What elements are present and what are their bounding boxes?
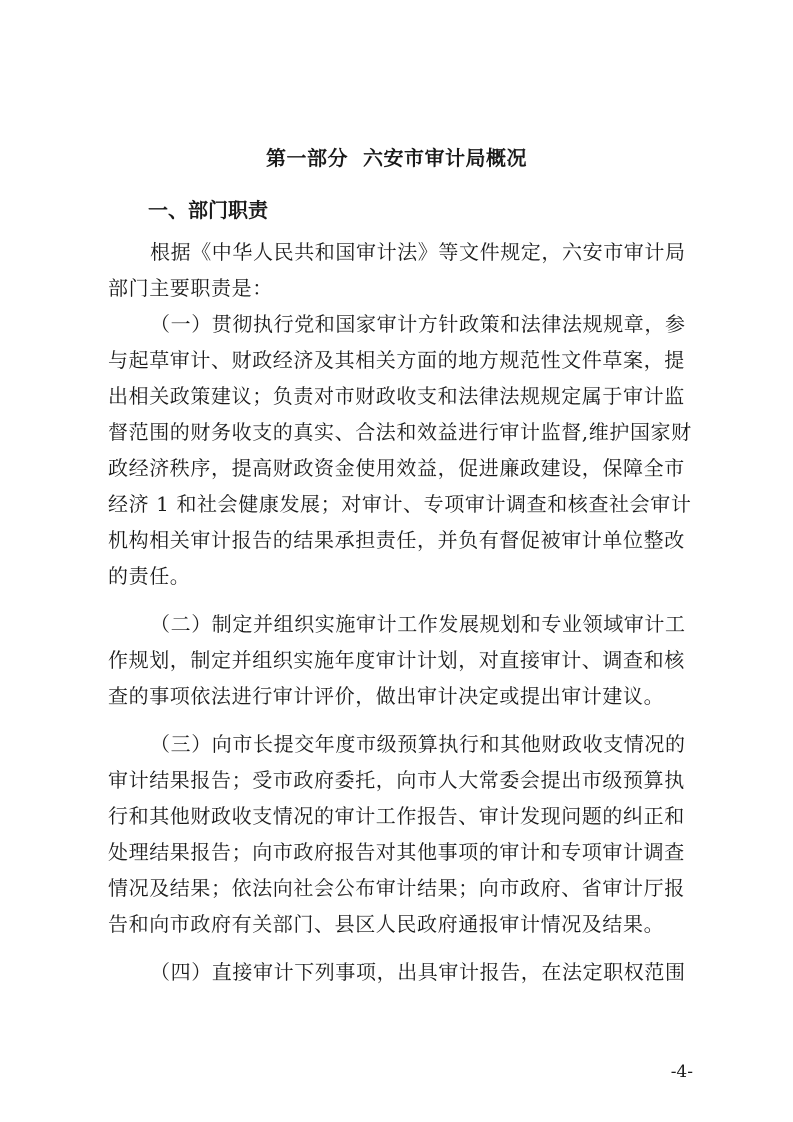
section-heading: 一、部门职责 [148, 198, 268, 222]
body-line: 查的事项依法进行审计评价，做出审计决定或提出审计建议。 [108, 684, 665, 708]
body-line: 情况及结果；依法向社会公布审计结果；向市政府、省审计厅报 [108, 876, 685, 900]
body-line: 的责任。 [108, 564, 191, 588]
page-number: -4- [670, 1062, 693, 1082]
body-line: （四）直接审计下列事项，出具审计报告，在法定职权范围 [150, 960, 686, 984]
body-line: 审计结果报告；受市政府委托，向市人大常委会提出市级预算执 [108, 768, 685, 792]
body-line: 告和向市政府有关部门、县区人民政府通报审计情况及结果。 [108, 912, 665, 936]
body-line: 部门主要职责是： [108, 276, 273, 300]
body-line: 行和其他财政收支情况的审计工作报告、审计发现问题的纠正和 [108, 804, 685, 828]
body-line: 处理结果报告；向市政府报告对其他事项的审计和专项审计调查 [108, 840, 685, 864]
body-line: 经济 1 和社会健康发展；对审计、专项审计调查和核查社会审计 [108, 492, 692, 516]
body-line: 出相关政策建议；负责对市财政收支和法律法规规定属于审计监 [108, 384, 685, 408]
body-line: 根据《中华人民共和国审计法》等文件规定，六安市审计局 [150, 240, 686, 264]
body-line: 机构相关审计报告的结果承担责任，并负有督促被审计单位整改 [108, 528, 685, 552]
body-line: 政经济秩序，提高财政资金使用效益，促进廉政建设，保障全市 [108, 456, 685, 480]
body-line: （二）制定并组织实施审计工作发展规划和专业领域审计工 [150, 612, 686, 636]
body-line: （三）向市长提交年度市级预算执行和其他财政收支情况的 [150, 732, 686, 756]
body-line: （一）贯彻执行党和国家审计方针政策和法律法规规章，参 [150, 312, 686, 336]
body-line: 与起草审计、财政经济及其相关方面的地方规范性文件草案，提 [108, 348, 685, 372]
body-line: 督范围的财务收支的真实、合法和效益进行审计监督,维护国家财 [108, 420, 692, 444]
body-line: 作规划，制定并组织实施年度审计计划，对直接审计、调查和核 [108, 648, 685, 672]
page-title: 第一部分 六安市审计局概况 [266, 146, 527, 170]
